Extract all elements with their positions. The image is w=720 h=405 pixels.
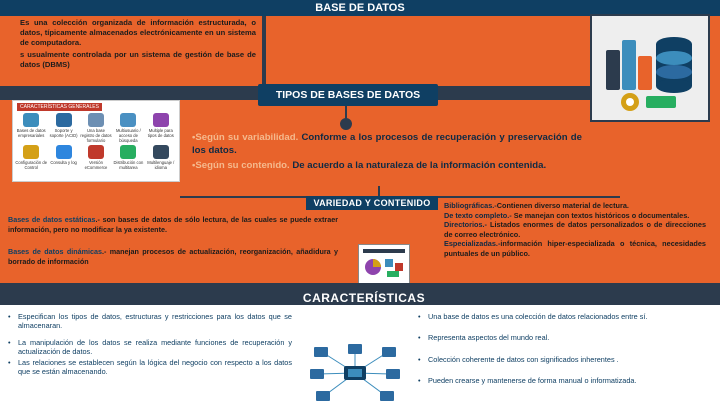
characteristic-label: Multiusuario / acceso de búsqueda (115, 128, 141, 143)
dinamicas-definition (8, 247, 338, 266)
content-type-text: información hiper-especializada o técnica, necesidades puntuales de un público. (444, 239, 706, 258)
content-type-lead: Bibliográficas.- (444, 201, 497, 210)
estaticas-lead: Bases de datos estáticas (8, 215, 96, 224)
content-type-text: Contienen diverso material de lectura. (496, 201, 629, 210)
characteristic-item (145, 145, 177, 175)
characteristic-label: Multilenguaje / idioma (147, 160, 175, 170)
page-title: BASE DE DATOS (315, 2, 405, 14)
criterion-lead: •Según su contenido. (192, 160, 290, 171)
characteristic-icon (56, 113, 72, 127)
connector-dot (340, 118, 352, 130)
characteristic-icon (153, 113, 169, 127)
content-type-bibliograficas (444, 201, 706, 211)
database-diagram-image (358, 244, 410, 284)
tipos-heading: TIPOS DE BASES DE DATOS (258, 84, 438, 106)
network-diagram-icon (310, 344, 400, 402)
caracteristicas-heading: CARACTERÍSTICAS (302, 291, 426, 305)
characteristic-item (80, 145, 112, 175)
intro-paragraph-1: Es una colección organizada de información estructurada, o datos, típicamente almacenados electrónicamente en un sistema de computadora. (20, 18, 256, 47)
list-item: • La manipulación de los datos se realiza mediante funciones de recuperación y actualización de datos. (6, 338, 292, 357)
database-illustration-panel (590, 14, 710, 122)
intro-box (14, 16, 266, 86)
estaticas-text: .- son bases de datos de sólo lectura, de las cuales se puede extraer información, pero no modificar la ya existente. (8, 215, 338, 234)
estaticas-definition (8, 215, 338, 234)
characteristics-panel (12, 100, 180, 182)
list-item: • Una base de datos es una colección de datos relacionados entre sí. (418, 312, 708, 321)
content-type-text: Se manejan con textos históricos o documentales. (511, 210, 690, 220)
characteristic-item (145, 113, 177, 143)
characteristic-label: Bases de datos empresariales (16, 128, 46, 138)
characteristic-item (112, 145, 144, 175)
content-type-lead: De texto completo.- (444, 210, 512, 220)
characteristic-item (15, 113, 47, 143)
characteristic-icon (88, 113, 104, 127)
tipos-criteria (192, 132, 582, 173)
characteristic-icon (23, 145, 39, 159)
criterion-contenido (192, 160, 582, 173)
characteristics-panel-title: CARACTERÍSTICAS GENERALES (17, 103, 102, 111)
criterion-variabilidad (192, 132, 582, 157)
characteristic-icon (23, 113, 39, 127)
intro-paragraph-2: s usualmente controlada por un sistema de gestión de base de datos (DBMS) (20, 50, 256, 69)
list-item: • Colección coherente de datos con significados inherentes . (418, 355, 708, 364)
caracteristicas-right-list (418, 312, 708, 386)
characteristic-item (47, 113, 79, 143)
dinamicas-lead: Bases de datos dinámicas (8, 247, 102, 256)
variedad-heading: VARIEDAD Y CONTENIDO (306, 196, 438, 210)
characteristic-label: Multiple para tipos de datos (147, 128, 174, 138)
characteristics-grid (15, 113, 177, 175)
content-types-list (444, 201, 706, 259)
content-type-texto-completo (444, 211, 706, 221)
criterion-lead: •Según su variabilidad. (192, 132, 299, 143)
database-illustration (600, 22, 702, 116)
characteristic-item (15, 145, 47, 175)
content-type-especializadas (444, 239, 706, 258)
characteristic-item (80, 113, 112, 143)
characteristic-icon (153, 145, 169, 159)
characteristic-item (112, 113, 144, 143)
characteristic-icon (120, 113, 136, 127)
content-type-lead: Directorios.- (444, 220, 487, 230)
content-type-directorios (444, 220, 706, 239)
characteristic-label: Una base registro de datos formulario (80, 128, 112, 143)
list-item: • Pueden crearse y mantenerse de forma manual o informatizada. (418, 376, 708, 385)
list-item: • Representa aspectos del mundo real. (418, 333, 708, 342)
characteristic-icon (56, 145, 72, 159)
criterion-text: Conforme a los procesos de recuperación y preservación de los datos. (192, 132, 583, 156)
dinamicas-text: .- manejan procesos de actualización, reorganización, añadidura y borrado de información (8, 247, 338, 266)
characteristic-label: Distribución con multitarea (113, 160, 144, 170)
content-type-lead: Especializadas.- (444, 239, 501, 249)
characteristic-item (47, 145, 79, 175)
characteristic-icon (120, 145, 136, 159)
characteristic-label: Soporte y soporte (ACID) (49, 128, 78, 138)
list-item: • Especifican los tipos de datos, estructuras y restricciones para los datos que se almacenaran. (6, 312, 292, 331)
characteristic-label: Consulta y log (50, 160, 77, 165)
caracteristicas-left-list (6, 312, 292, 376)
characteristic-label: Versión eCommerce (84, 160, 108, 170)
criterion-text: De acuerdo a la naturaleza de la información contenida. (289, 160, 547, 171)
characteristic-icon (88, 145, 104, 159)
content-type-text: Listados enormes de datos personalizados o de direcciones de correo electrónico. (444, 220, 706, 239)
list-item: • Las relaciones se establecen según la lógica del negocio con respecto a los datos que se están almacenando. (6, 358, 292, 377)
characteristic-label: Configuración de Control (15, 160, 48, 170)
